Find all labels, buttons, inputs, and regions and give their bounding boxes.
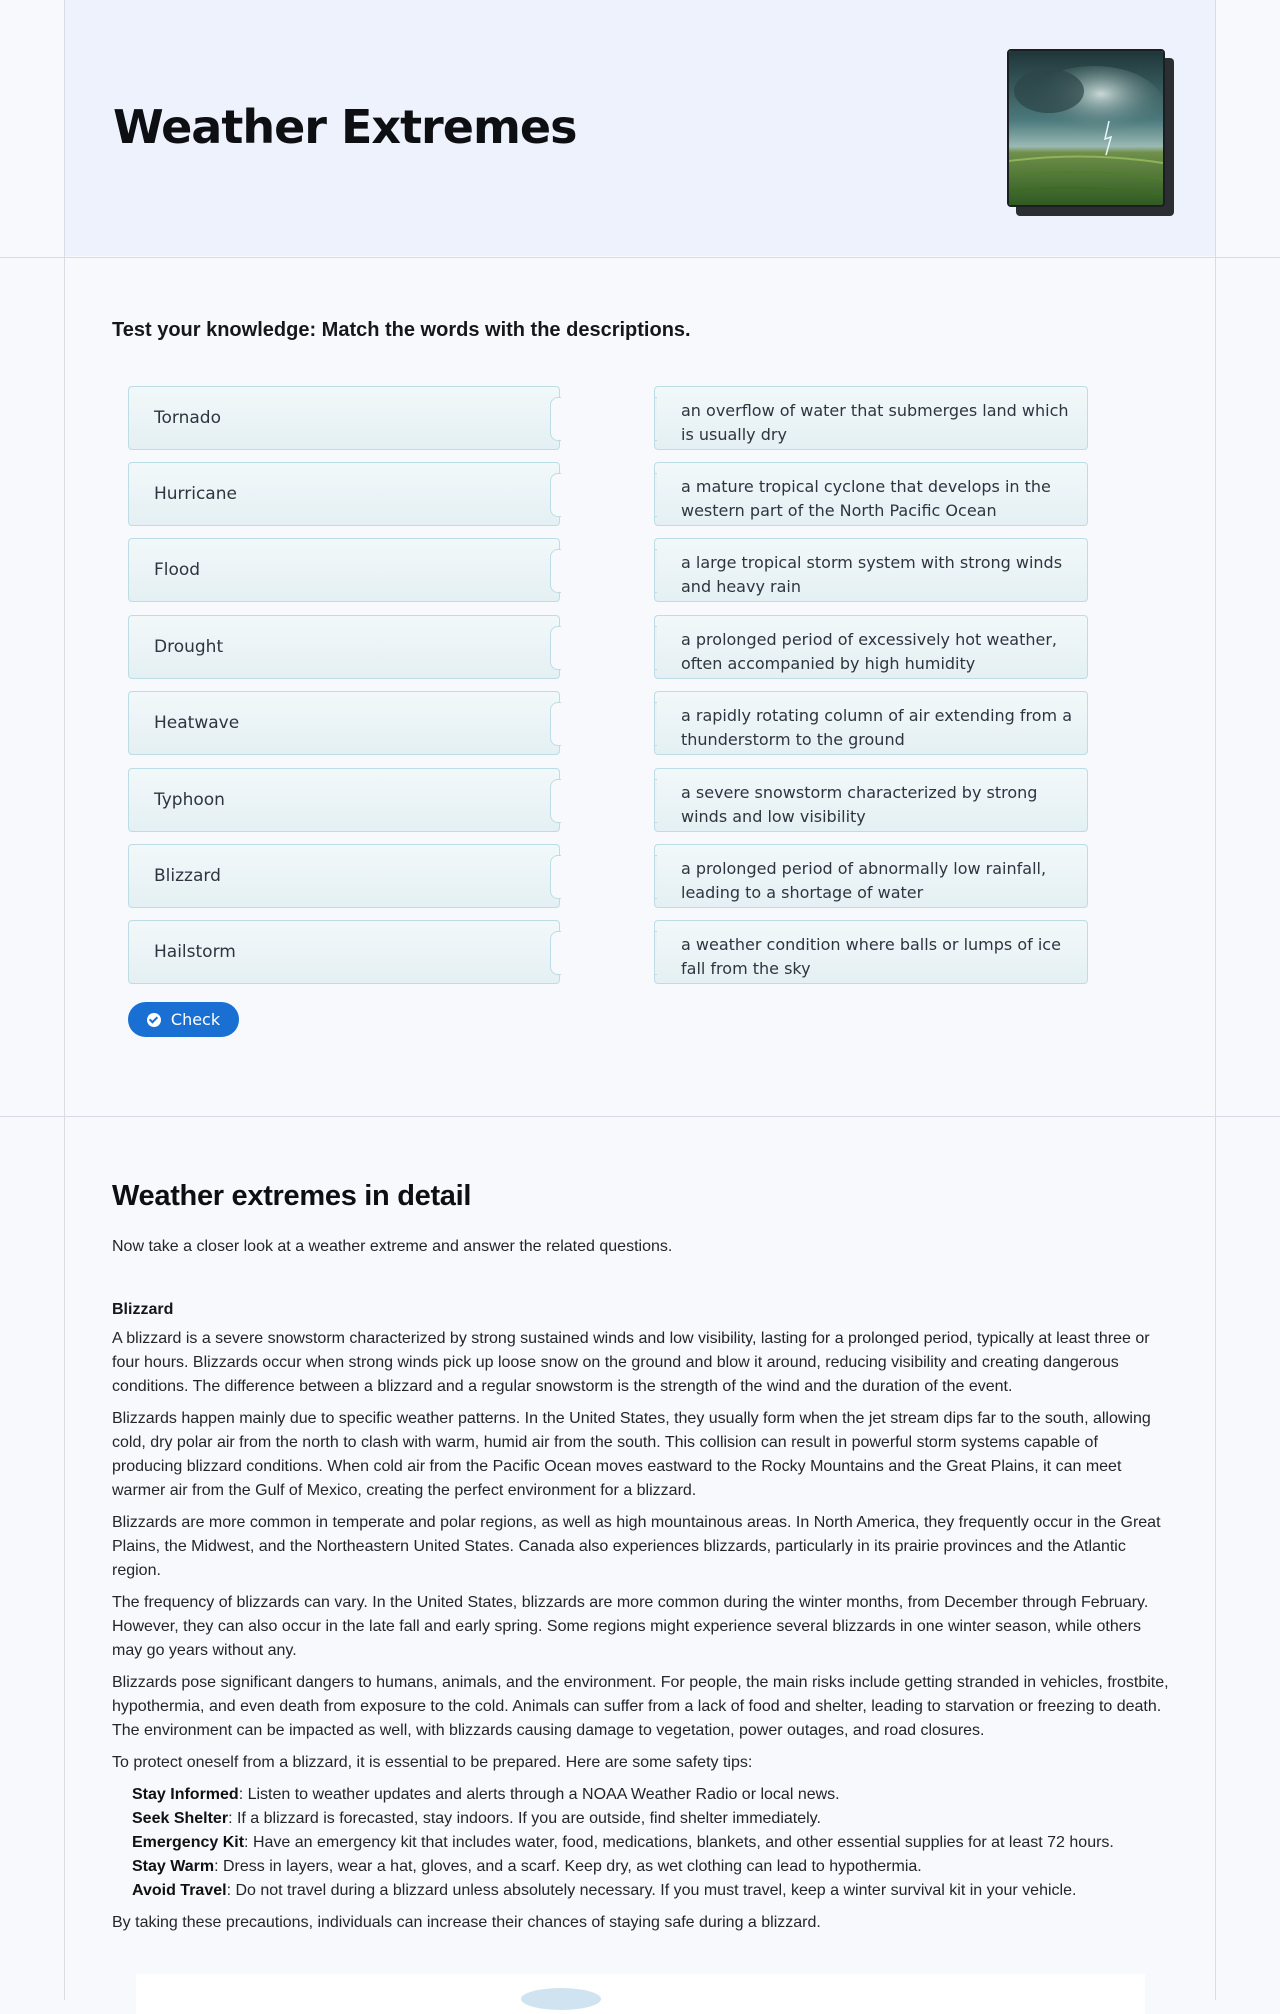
cloud-illustration-icon <box>521 1988 601 2010</box>
description-text: a prolonged period of abnormally low rainfall, leading to a shortage of water <box>681 859 1047 902</box>
card-notch <box>550 702 561 746</box>
tip-term: Stay Informed <box>132 1786 239 1803</box>
tip-term: Seek Shelter <box>132 1810 229 1827</box>
detail-intro: Now take a closer look at a weather extreme and answer the related questions. <box>112 1238 673 1255</box>
check-circle-icon <box>147 1013 161 1027</box>
list-item <box>132 1783 1172 1807</box>
description-text: a prolonged period of excessively hot weather, often accompanied by high humidity <box>681 630 1058 673</box>
tip-text: : If a blizzard is forecasted, stay indoors. If you are outside, find shelter immediately. <box>228 1810 821 1827</box>
description-text: a severe snowstorm characterized by strong winds and low visibility <box>681 783 1038 826</box>
card-notch <box>550 473 561 517</box>
card-tab <box>654 397 657 441</box>
quiz-instruction: Test your knowledge: Match the words with the descriptions. <box>112 319 691 341</box>
tip-text: : Listen to weather updates and alerts through a NOAA Weather Radio or local news. <box>238 1786 840 1803</box>
description-card-2[interactable] <box>654 462 1088 526</box>
list-item <box>132 1855 1172 1879</box>
page-header <box>0 0 1280 258</box>
tip-text: : Have an emergency kit that includes water, food, medications, blankets, and other essential supplies for at least 72 hours. <box>244 1834 1114 1851</box>
card-notch <box>550 855 561 899</box>
card-tab <box>654 931 657 975</box>
word-label: Drought <box>154 637 224 657</box>
paragraph: To protect oneself from a blizzard, it is essential to be prepared. Here are some safety tips: <box>112 1754 753 1771</box>
description-card-7[interactable] <box>654 844 1088 908</box>
storm-image <box>1007 49 1165 207</box>
card-tab <box>654 779 657 823</box>
word-label: Hailstorm <box>154 942 236 962</box>
description-text: a rapidly rotating column of air extending from a thunderstorm to the ground <box>681 706 1073 749</box>
word-card-drought[interactable] <box>128 615 560 679</box>
header-banner <box>65 0 1215 256</box>
word-card-hurricane[interactable] <box>128 462 560 526</box>
list-item <box>132 1831 1172 1855</box>
word-label: Hurricane <box>154 484 237 504</box>
word-label: Blizzard <box>154 866 221 886</box>
description-card-1[interactable] <box>654 386 1088 450</box>
card-tab <box>654 549 657 593</box>
paragraph: The frequency of blizzards can vary. In the United States, blizzards are more common during the winter months, from December through February. However, they can also occur in the late fall and early spring. Some regions might experience several blizzards in one winter season, while others may go years without any. <box>112 1594 1149 1659</box>
tip-term: Emergency Kit <box>132 1834 245 1851</box>
illustration-panel <box>136 1974 1145 2014</box>
description-card-3[interactable] <box>654 538 1088 602</box>
word-card-flood[interactable] <box>128 538 560 602</box>
safety-tips-list <box>112 1783 1172 1903</box>
tip-term: Avoid Travel <box>132 1882 227 1899</box>
tip-text: : Dress in layers, wear a hat, gloves, and a scarf. Keep dry, as wet clothing can lead to hypothermia. <box>214 1858 922 1875</box>
paragraph: Blizzards pose significant dangers to humans, animals, and the environment. For people, the main risks include getting stranded in vehicles, frostbite, hypothermia, and even death from exposure to the cold. Animals can suffer from a lack of food and shelter, leading to starvation or freezing to death. The environment can be impacted as well, with blizzards causing damage to vegetation, power outages, and road closures. <box>112 1674 1169 1739</box>
tip-term: Stay Warm <box>132 1858 215 1875</box>
card-notch <box>550 549 561 593</box>
tip-text: : Do not travel during a blizzard unless absolutely necessary. If you must travel, keep a winter survival kit in your vehicle. <box>226 1882 1077 1899</box>
word-label: Flood <box>154 560 201 580</box>
word-label: Typhoon <box>154 790 225 810</box>
description-text: an overflow of water that submerges land which is usually dry <box>681 401 1069 444</box>
description-card-8[interactable] <box>654 920 1088 984</box>
paragraph: Blizzards are more common in temperate and polar regions, as well as high mountainous areas. In North America, they frequently occur in the Great Plains, the Midwest, and the Northeastern United States. Canada also experiences blizzards, particularly in its prairie provinces and the Atlantic region. <box>112 1514 1161 1579</box>
card-tab <box>654 473 657 517</box>
check-button-label: Check <box>170 1010 221 1029</box>
detail-heading: Weather extremes in detail <box>112 1180 472 1212</box>
card-notch <box>550 397 561 441</box>
word-card-tornado[interactable] <box>128 386 560 450</box>
word-card-blizzard[interactable] <box>128 844 560 908</box>
page-title: Weather Extremes <box>113 100 577 154</box>
check-button[interactable] <box>128 1002 239 1037</box>
word-label: Tornado <box>154 408 221 428</box>
card-notch <box>550 779 561 823</box>
description-text: a large tropical storm system with strong winds and heavy rain <box>681 553 1063 596</box>
card-notch <box>550 931 561 975</box>
card-tab <box>654 702 657 746</box>
topic-title: Blizzard <box>112 1301 174 1318</box>
description-card-4[interactable] <box>654 615 1088 679</box>
closing-paragraph: By taking these precautions, individuals can increase their chances of staying safe during a blizzard. <box>112 1914 821 1931</box>
matching-quiz <box>0 257 1280 1117</box>
word-card-hailstorm[interactable] <box>128 920 560 984</box>
description-card-5[interactable] <box>654 691 1088 755</box>
description-text: a weather condition where balls or lumps of ice fall from the sky <box>681 935 1061 978</box>
word-label: Heatwave <box>154 713 240 733</box>
card-tab <box>654 855 657 899</box>
list-item <box>132 1807 1172 1831</box>
description-text: a mature tropical cyclone that develops in the western part of the North Pacific Ocean <box>681 477 1051 520</box>
card-tab <box>654 626 657 670</box>
word-card-typhoon[interactable] <box>128 768 560 832</box>
storm-photo-icon <box>1009 51 1163 205</box>
card-notch <box>550 626 561 670</box>
description-card-6[interactable] <box>654 768 1088 832</box>
paragraph: A blizzard is a severe snowstorm characterized by strong sustained winds and low visibility, lasting for a prolonged period, typically at least three or four hours. Blizzards occur when strong winds pick up loose snow on the ground and blow it around, reducing visibility and creating dangerous conditions. The difference between a blizzard and a regular snowstorm is the strength of the wind and the duration of the event. <box>112 1330 1150 1395</box>
paragraph: Blizzards happen mainly due to specific weather patterns. In the United States, they usually form when the jet stream dips far to the south, allowing cold, dry polar air from the north to clash with warm, humid air from the south. This collision can result in powerful storm systems capable of producing blizzard conditions. When cold air from the Pacific Ocean moves eastward to the Rocky Mountains and the Great Plains, it can meet warmer air from the Gulf of Mexico, creating the perfect environment for a blizzard. <box>112 1410 1151 1499</box>
list-item <box>132 1879 1172 1903</box>
word-card-heatwave[interactable] <box>128 691 560 755</box>
detail-section <box>112 1180 1172 1943</box>
